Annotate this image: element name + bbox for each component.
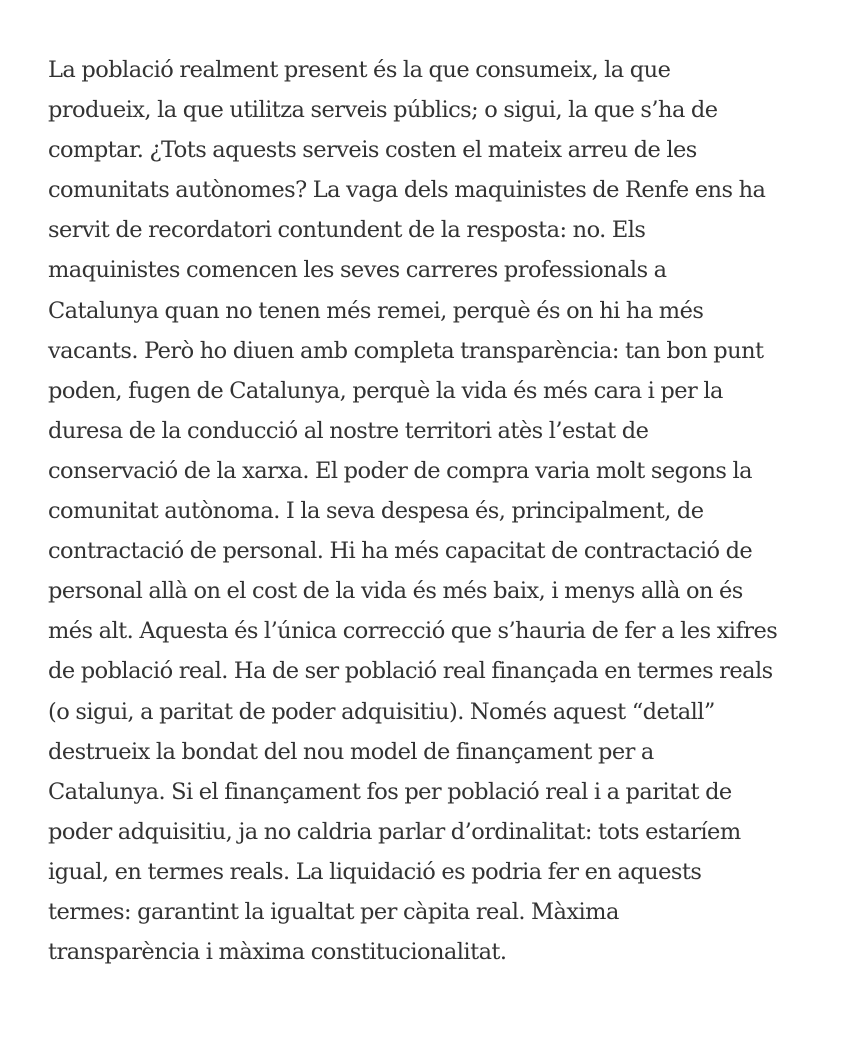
paragraph-line: poden, fugen de Catalunya, perquè la vida és més cara i per la: [48, 377, 723, 404]
paragraph-line: contractació de personal. Hi ha més capacitat de contractació de: [48, 538, 753, 565]
paragraph-line: poder adquisitiu, ja no caldria parlar d’ordinalitat: tots estaríem: [48, 818, 741, 845]
paragraph-line: vacants. Però ho diuen amb completa transparència: tan bon punt: [48, 337, 764, 364]
paragraph-line: La població realment present és la que consumeix, la que: [48, 57, 671, 83]
article-paragraph: [48, 50, 848, 972]
paragraph-line: servit de recordatori contundent de la resposta: no. Els: [48, 217, 646, 244]
paragraph-line: (o sigui, a paritat de poder adquisitiu). Només aquest “detall”: [48, 698, 715, 725]
paragraph-line: transparència i màxima constitucionalitat.: [48, 939, 507, 966]
paragraph-line: Catalunya quan no tenen més remei, perquè és on hi ha més: [48, 297, 704, 324]
article-body: [48, 50, 848, 972]
paragraph-line: més alt. Aquesta és l’única correcció que s’hauria de fer a les xifres: [48, 618, 778, 645]
paragraph-line: produeix, la que utilitza serveis públics; o sigui, la que s’ha de: [48, 97, 718, 124]
paragraph-line: personal allà on el cost de la vida és més baix, i menys allà on és: [48, 578, 743, 605]
paragraph-line: de població real. Ha de ser població real finançada en termes reals: [48, 658, 773, 685]
paragraph-line: comptar. ¿Tots aquests serveis costen el mateix arreu de les: [48, 137, 697, 164]
paragraph-line: comunitat autònoma. I la seva despesa és, principalment, de: [48, 498, 704, 525]
paragraph-line: comunitats autònomes? La vaga dels maquinistes de Renfe ens ha: [48, 177, 766, 204]
paragraph-line: termes: garantint la igualtat per càpita real. Màxima: [48, 898, 619, 925]
paragraph-line: duresa de la conducció al nostre territori atès l’estat de: [48, 417, 649, 444]
paragraph-line: igual, en termes reals. La liquidació es podria fer en aquests: [48, 858, 702, 885]
paragraph-line: maquinistes comencen les seves carreres professionals a: [48, 257, 667, 284]
paragraph-line: destrueix la bondat del nou model de finançament per a: [48, 738, 654, 765]
paragraph-line: Catalunya. Si el finançament fos per població real i a paritat de: [48, 778, 732, 805]
paragraph-line: conservació de la xarxa. El poder de compra varia molt segons la: [48, 457, 753, 484]
